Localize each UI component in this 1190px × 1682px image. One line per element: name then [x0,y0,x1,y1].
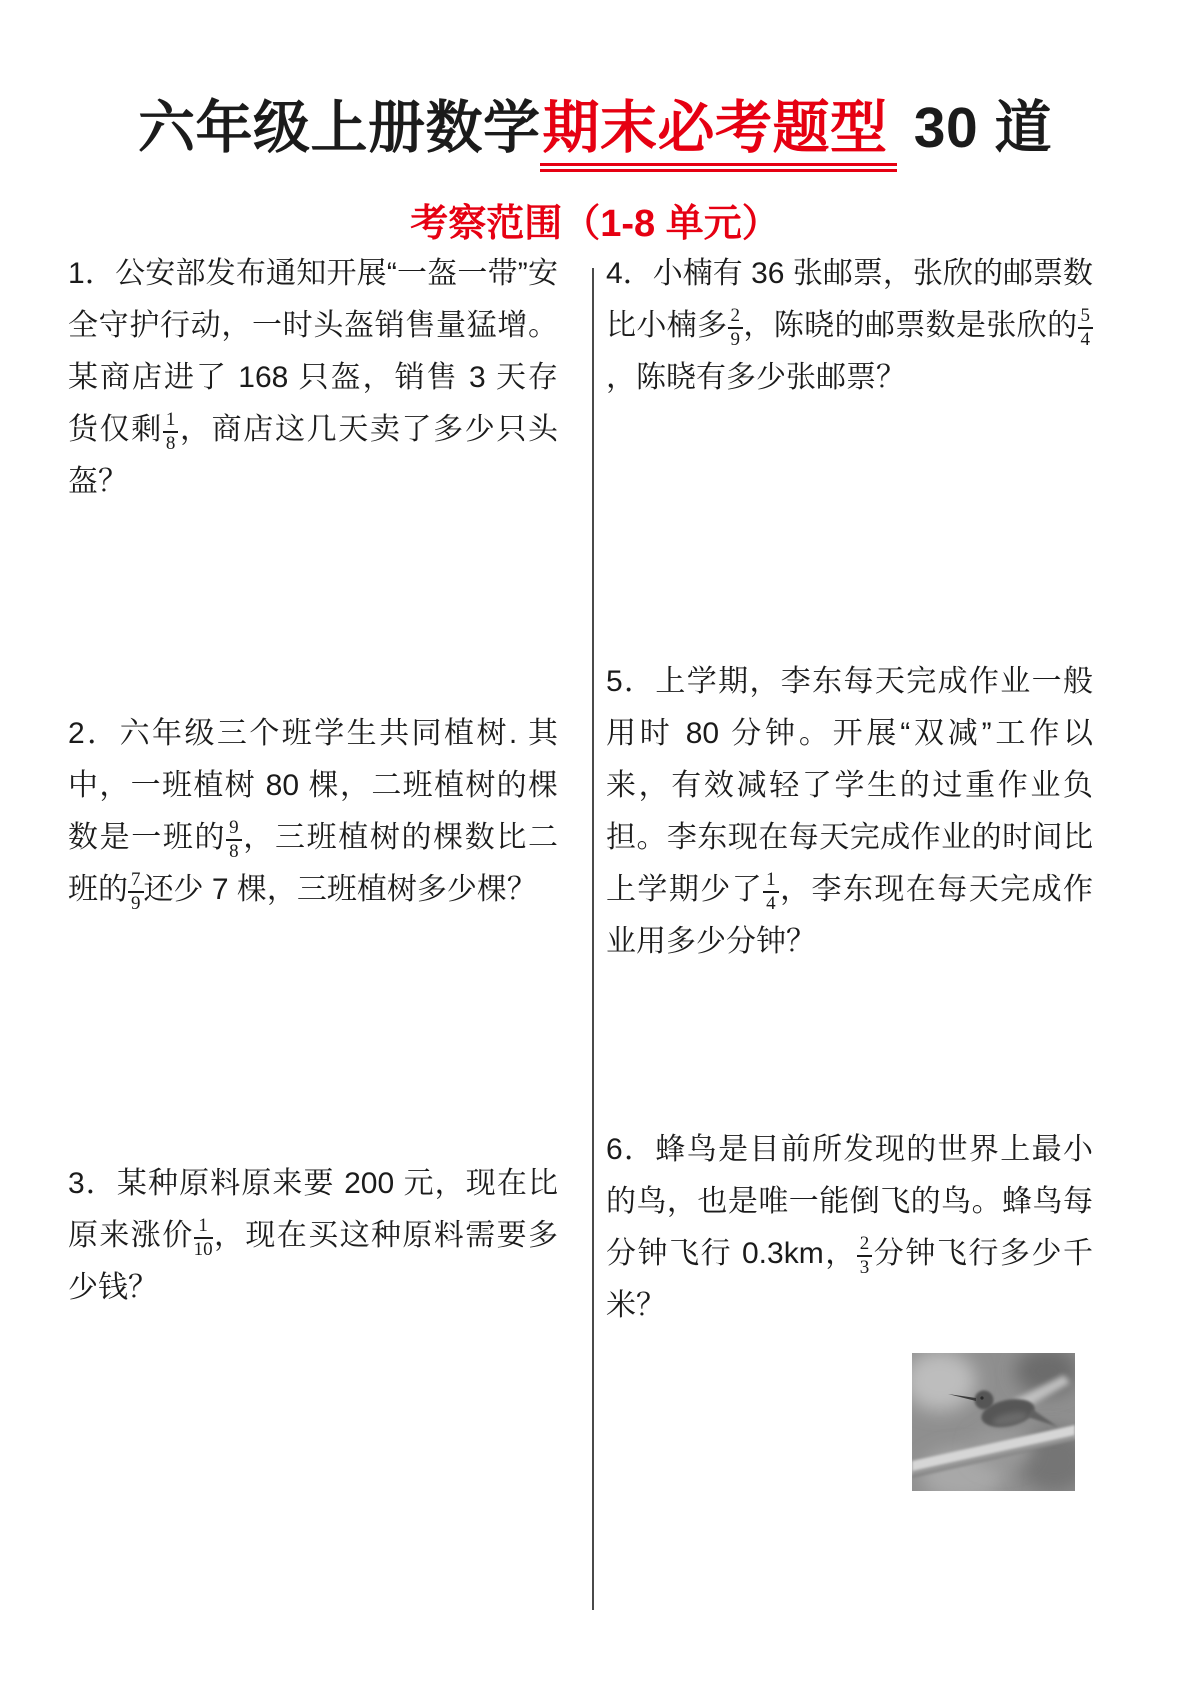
page-title-suffix: 30 道 [897,96,1053,160]
page-title-highlight: 期末必考题型 [540,96,897,172]
question-5: 5．上学期，李东每天完成作业一般用时 80 分钟。开展“双减”工作以来，有效减轻了学生的过重作业负担。李东现在每天完成作业的时间比上学期少了 $\frac{1}{4}$ ，李东现在每天完成作业用多少分钟？ [606,665,1094,958]
question-4: 4．小楠有 36 张邮票，张欣的邮票数比小楠多 $\frac{2}{9}$ ，陈晓的邮票数是张欣的 $\frac{5}{4}$ ，陈晓有多少张邮票？ [606,257,1093,394]
question-6: 6．蜂鸟是目前所发现的世界上最小的鸟，也是唯一能倒飞的鸟。蜂鸟每分钟飞行 0.3km， $\frac{2}{3}$ 分钟飞行多少千米？ [606,1133,1093,1322]
page-subtitle: 考察范围（1-8 单元） [410,203,780,245]
fraction: $\frac{9}{8}$ [226,818,242,862]
question-3: 3．某种原料原来要 200 元，现在比原来涨价 $\frac{1}{10}$ ，现在买这种原料需要多少钱？ [68,1167,559,1304]
hummingbird-photo-svg [912,1353,1075,1491]
column-divider [592,268,594,1610]
hummingbird-photo [912,1353,1075,1491]
fraction: $\frac{1}{8}$ [163,410,179,454]
page-title-prefix: 六年级上册数学 [137,96,541,160]
fraction: $\frac{2}{9}$ [728,306,744,350]
question-2: 2．六年级三个班学生共同植树. 其中，一班植树 80 棵，二班植树的棵数是一班的 $\frac{9}{8}$ ，三班植树的棵数比二班的 $\frac{7}{9}$ 还少 7 棵，三班植树多少棵？ [68,717,559,914]
page-title [0,82,1190,164]
fraction: $\frac{1}{4}$ [763,870,779,914]
fraction: $\frac{1}{10}$ [193,1214,213,1260]
fraction: $\frac{2}{3}$ [857,1234,873,1278]
fraction: $\frac{7}{9}$ [128,870,144,914]
question-1: 1．公安部发布通知开展“一盔一带”安全守护行动，一时头盔销售量猛增。某商店进了 168 只盔，销售 3 天存货仅剩 $\frac{1}{8}$ ，商店这几天卖了多少只头盔？ [68,257,559,498]
fraction: $\frac{5}{4}$ [1078,306,1094,350]
